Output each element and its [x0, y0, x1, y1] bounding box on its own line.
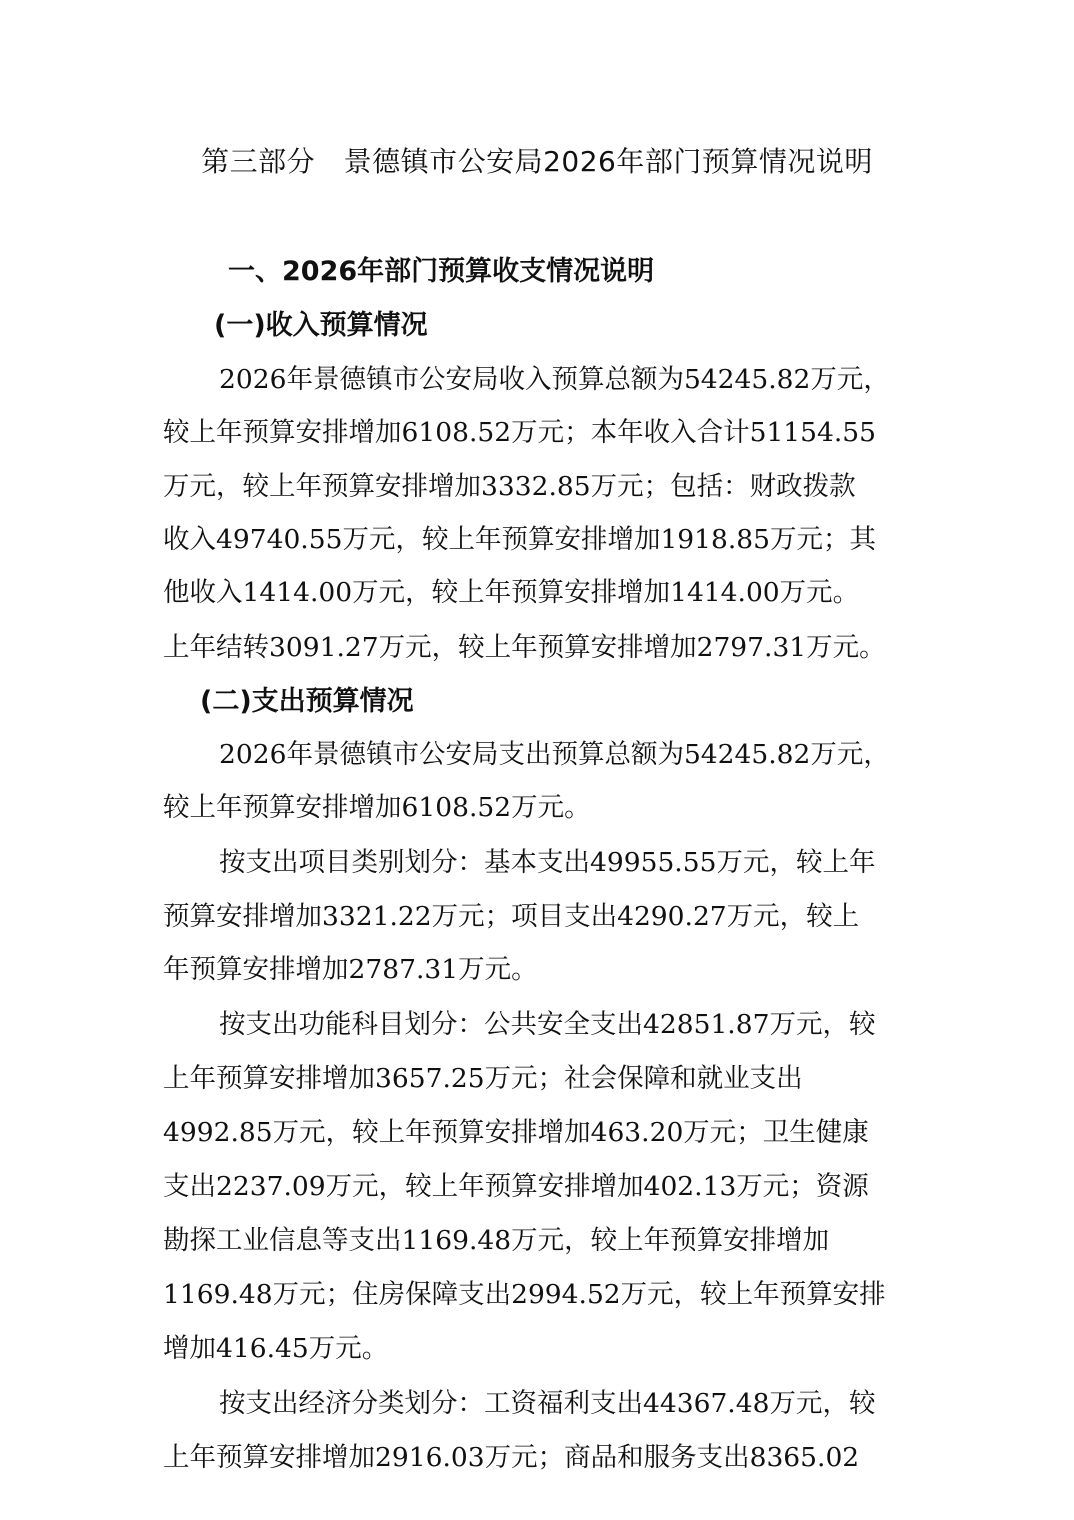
paragraph-line: 支出2237.09万元，较上年预算安排增加402.13万元；资源	[163, 1171, 869, 1202]
paragraph-line: 按支出经济分类划分：工资福利支出44367.48万元，较	[219, 1388, 876, 1419]
section-heading-budget-overview: 一、2026年部门预算收支情况说明	[228, 256, 655, 287]
paragraph-line: 他收入1414.00万元，较上年预算安排增加1414.00万元。	[163, 577, 860, 608]
paragraph-line: 万元，较上年预算安排增加3332.85万元；包括：财政拨款	[163, 471, 856, 502]
paragraph-line: 按支出项目类别划分：基本支出49955.55万元，较上年	[219, 847, 876, 878]
paragraph-line: 收入49740.55万元，较上年预算安排增加1918.85万元；其	[163, 524, 877, 555]
paragraph-line: 按支出功能科目划分：公共安全支出42851.87万元，较	[219, 1009, 876, 1040]
paragraph-line: 勘探工业信息等支出1169.48万元，较上年预算安排增加	[163, 1225, 830, 1256]
paragraph-line: 预算安排增加3321.22万元；项目支出4290.27万元，较上	[163, 901, 860, 932]
paragraph-line: 较上年预算安排增加6108.52万元；本年收入合计51154.55	[163, 417, 877, 448]
paragraph-line: 1169.48万元；住房保障支出2994.52万元，较上年预算安排	[163, 1279, 886, 1310]
paragraph-line: 上年预算安排增加3657.25万元；社会保障和就业支出	[163, 1063, 803, 1094]
paragraph-line: 2026年景德镇市公安局支出预算总额为54245.82万元，	[219, 739, 890, 770]
paragraph-line: 年预算安排增加2787.31万元。	[163, 954, 538, 985]
document-title: 第三部分 景德镇市公安局2026年部门预算情况说明	[201, 145, 873, 178]
paragraph-line: 增加416.45万元。	[163, 1333, 389, 1364]
paragraph-line: 2026年景德镇市公安局收入预算总额为54245.82万元，	[219, 364, 890, 395]
income-heading: (一)收入预算情况	[214, 310, 428, 341]
expense-heading: (二)支出预算情况	[200, 686, 414, 717]
paragraph-line: 上年结转3091.27万元，较上年预算安排增加2797.31万元。	[163, 632, 886, 663]
paragraph-line: 4992.85万元，较上年预算安排增加463.20万元；卫生健康	[163, 1117, 869, 1148]
paragraph-line: 上年预算安排增加2916.03万元；商品和服务支出8365.02	[163, 1442, 860, 1473]
paragraph-line: 较上年预算安排增加6108.52万元。	[163, 792, 591, 823]
